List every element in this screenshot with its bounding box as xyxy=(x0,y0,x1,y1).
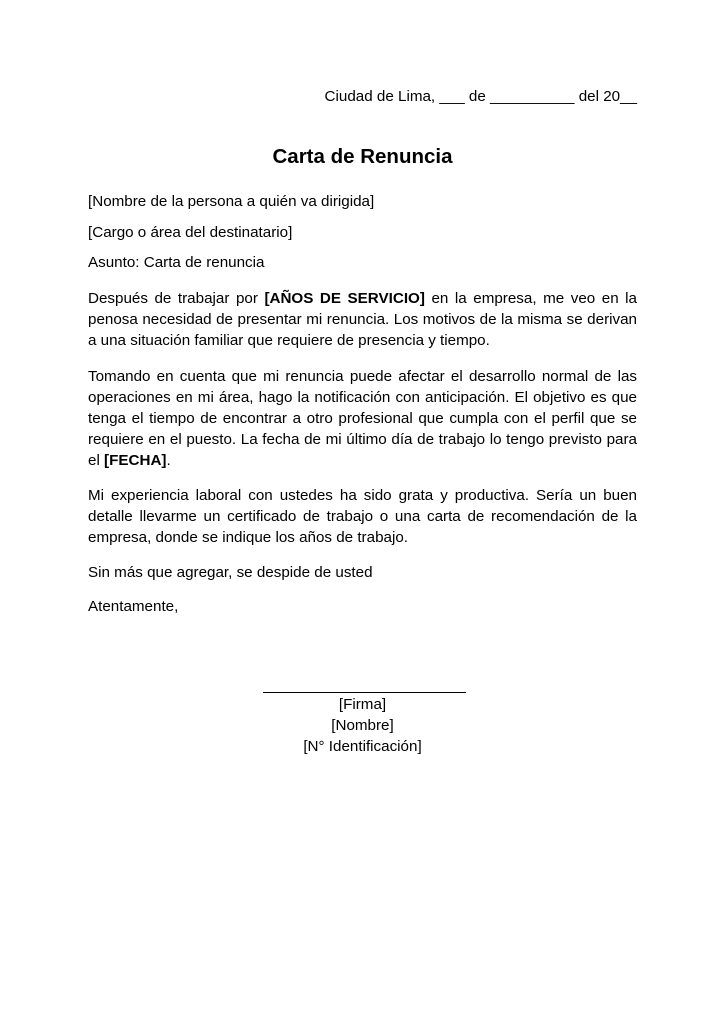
paragraph-2-start: Tomando en cuenta que mi renuncia puede afectar el desarrollo normal de las operaciones en mi área, hago la notificación con anticipación. El objetivo es que tenga el tiempo de encontrar a otro profesional que cumpla con el perfil que se requiere en el puesto. La fecha de mi último día de trabajo lo tengo previsto para el xyxy=(88,368,637,469)
recipient-role: [Cargo o área del destinatario] xyxy=(88,224,293,241)
paragraph-1 xyxy=(88,288,637,351)
paragraph-1-start: Después de trabajar por xyxy=(88,290,265,307)
paragraph-3: Mi experiencia laboral con ustedes ha sido grata y productiva. Sería un buen detalle llevarme un certificado de trabajo o una carta de recomendación de la empresa, donde se indique los años de trabajo. xyxy=(88,487,637,546)
years-of-service-placeholder: [AÑOS DE SERVICIO] xyxy=(264,290,425,307)
paragraph-2-end: . xyxy=(166,452,171,469)
signature-rule xyxy=(263,692,466,693)
farewell: Atentamente, xyxy=(88,598,179,615)
signature-nombre: [Nombre] xyxy=(331,717,394,734)
subject-line: Asunto: Carta de renuncia xyxy=(88,254,265,271)
signature-identificacion: [N° Identificación] xyxy=(303,738,422,755)
paragraph-2 xyxy=(88,366,637,471)
date-placeholder: [FECHA] xyxy=(104,452,167,469)
closing-line: Sin más que agregar, se despide de usted xyxy=(88,564,373,581)
date-line: Ciudad de Lima, ___ de __________ del 20__ xyxy=(324,88,637,105)
signature-firma: [Firma] xyxy=(338,696,387,713)
letter-title: Carta de Renuncia xyxy=(272,145,453,168)
recipient-name: [Nombre de la persona a quién va dirigida] xyxy=(88,193,375,210)
paragraph-1-end: en la empresa, me veo en la penosa necesidad de presentar mi renuncia. Los motivos de la misma se derivan a una situación familiar que requiere de presencia y tiempo. xyxy=(88,290,638,349)
